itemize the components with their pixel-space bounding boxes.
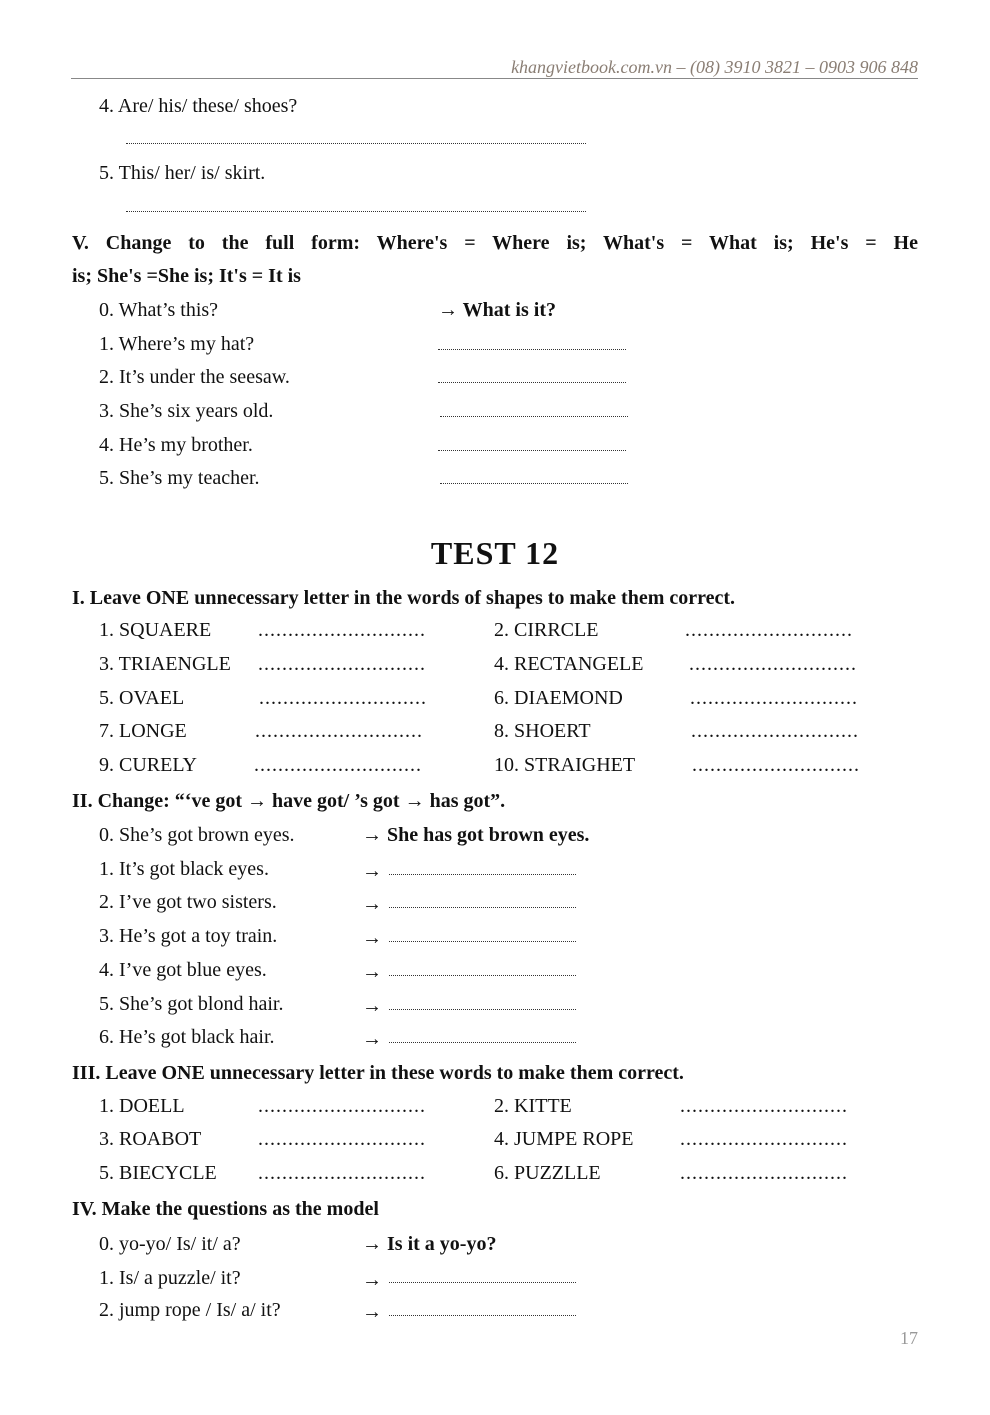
exercise-item: 1. It’s got black eyes. [99,858,269,880]
answer-line[interactable] [440,416,628,417]
word-item: 7. LONGE [99,720,187,742]
answer-line[interactable] [438,382,626,383]
answer-line[interactable] [126,211,586,212]
answer-dots[interactable]: ............................ [259,687,427,709]
word-item: 1. SQUAERE [99,619,212,641]
arrow-icon: → [362,961,382,983]
answer-line[interactable] [389,874,576,875]
word-item: 9. CURELY [99,754,197,776]
exercise-item: 3. She’s six years old. [99,400,274,422]
arrow-icon: → [362,1301,382,1323]
arrow-icon: → [362,860,382,882]
section-iii-heading: III. Leave ONE unnecessary letter in these words to make them correct. [72,1062,684,1084]
word-item: 5. BIECYCLE [99,1162,217,1184]
answer-line[interactable] [389,1042,576,1043]
answer-line[interactable] [389,1009,576,1010]
answer-dots[interactable]: ............................ [258,1128,426,1150]
answer-line[interactable] [389,975,576,976]
example-question: 0. What’s this? [99,299,219,321]
answer-dots[interactable]: ............................ [689,653,857,675]
test-title: TEST 12 [430,535,560,571]
exercise-item: 2. jump rope / Is/ a/ it? [99,1299,281,1321]
arrow-icon: → [362,927,382,949]
answer-dots[interactable]: ............................ [680,1095,848,1117]
example-question: 0. She’s got brown eyes. [99,824,295,846]
answer-dots[interactable]: ............................ [685,619,853,641]
exercise-item: 2. I’ve got two sisters. [99,891,277,913]
section-iv-heading: IV. Make the questions as the model [72,1198,379,1220]
word-item: 6. DIAEMOND [494,687,623,709]
exercise-item: 5. She’s my teacher. [99,467,260,489]
exercise-item: 6. He’s got black hair. [99,1026,275,1048]
word-item: 3. ROABOT [99,1128,202,1150]
answer-line[interactable] [440,483,628,484]
example-question: 0. yo-yo/ Is/ it/ a? [99,1233,241,1255]
answer-dots[interactable]: ............................ [258,653,426,675]
word-item: 2. CIRRCLE [494,619,599,641]
answer-dots[interactable]: ............................ [680,1128,848,1150]
exercise-item: 3. He’s got a toy train. [99,925,278,947]
word-item: 3. TRIAENGLE [99,653,231,675]
answer-line[interactable] [389,1315,576,1316]
answer-dots[interactable]: ............................ [691,720,859,742]
exercise-item: 1. Where’s my hat? [99,333,255,355]
word-item: 6. PUZZLLE [494,1162,601,1184]
answer-dots[interactable]: ............................ [258,1095,426,1117]
answer-dots[interactable]: ............................ [680,1162,848,1184]
exercise-item: 2. It’s under the seesaw. [99,366,290,388]
section-v-heading-cont: is; She's =She is; It's = It is [72,265,301,287]
exercise-item: 4. I’ve got blue eyes. [99,959,267,981]
section-v-heading: V. Change to the full form: Where's = Where is; What's = What is; He's = He [72,232,918,254]
answer-dots[interactable]: ............................ [690,687,858,709]
answer-dots[interactable]: ............................ [258,1162,426,1184]
answer-line[interactable] [389,941,576,942]
exercise-item: 4. He’s my brother. [99,434,253,456]
arrow-icon: → [362,1269,382,1291]
example-answer: → Is it a yo-yo? [362,1233,497,1255]
answer-dots[interactable]: ............................ [255,720,423,742]
answer-dots[interactable]: ............................ [254,754,422,776]
answer-line[interactable] [438,349,626,350]
answer-line[interactable] [126,143,586,144]
page-number: 17 [900,1328,918,1348]
answer-line[interactable] [389,1282,576,1283]
arrow-icon: → [362,893,382,915]
word-item: 4. RECTANGELE [494,653,644,675]
arrow-icon: → [362,995,382,1017]
word-item: 8. SHOERT [494,720,591,742]
answer-dots[interactable]: ............................ [692,754,860,776]
exercise-item: 5. She’s got blond hair. [99,993,284,1015]
word-item: 10. STRAIGHET [494,754,636,776]
exercise-item: 1. Is/ a puzzle/ it? [99,1267,241,1289]
word-item: 1. DOELL [99,1095,185,1117]
section-i-heading: I. Leave ONE unnecessary letter in the words of shapes to make them correct. [72,587,736,609]
section-ii-heading: II. Change: “‘ve got → have got/ ’s got → has got”. [72,790,506,812]
word-item: 4. JUMPE ROPE [494,1128,634,1150]
word-item: 5. OVAEL [99,687,185,709]
answer-dots[interactable]: ............................ [258,619,426,641]
exercise-item: 5. This/ her/ is/ skirt. [99,162,266,184]
answer-line[interactable] [389,907,576,908]
answer-line[interactable] [438,450,626,451]
arrow-icon: → [362,1028,382,1050]
example-answer: → What is it? [438,299,556,321]
page-header: khangvietbook.com.vn – (08) 3910 3821 – 0903 906 848 [511,57,918,77]
example-answer: → She has got brown eyes. [362,824,590,846]
header-rule [71,78,918,79]
word-item: 2. KITTE [494,1095,572,1117]
exercise-item: 4. Are/ his/ these/ shoes? [99,95,298,117]
